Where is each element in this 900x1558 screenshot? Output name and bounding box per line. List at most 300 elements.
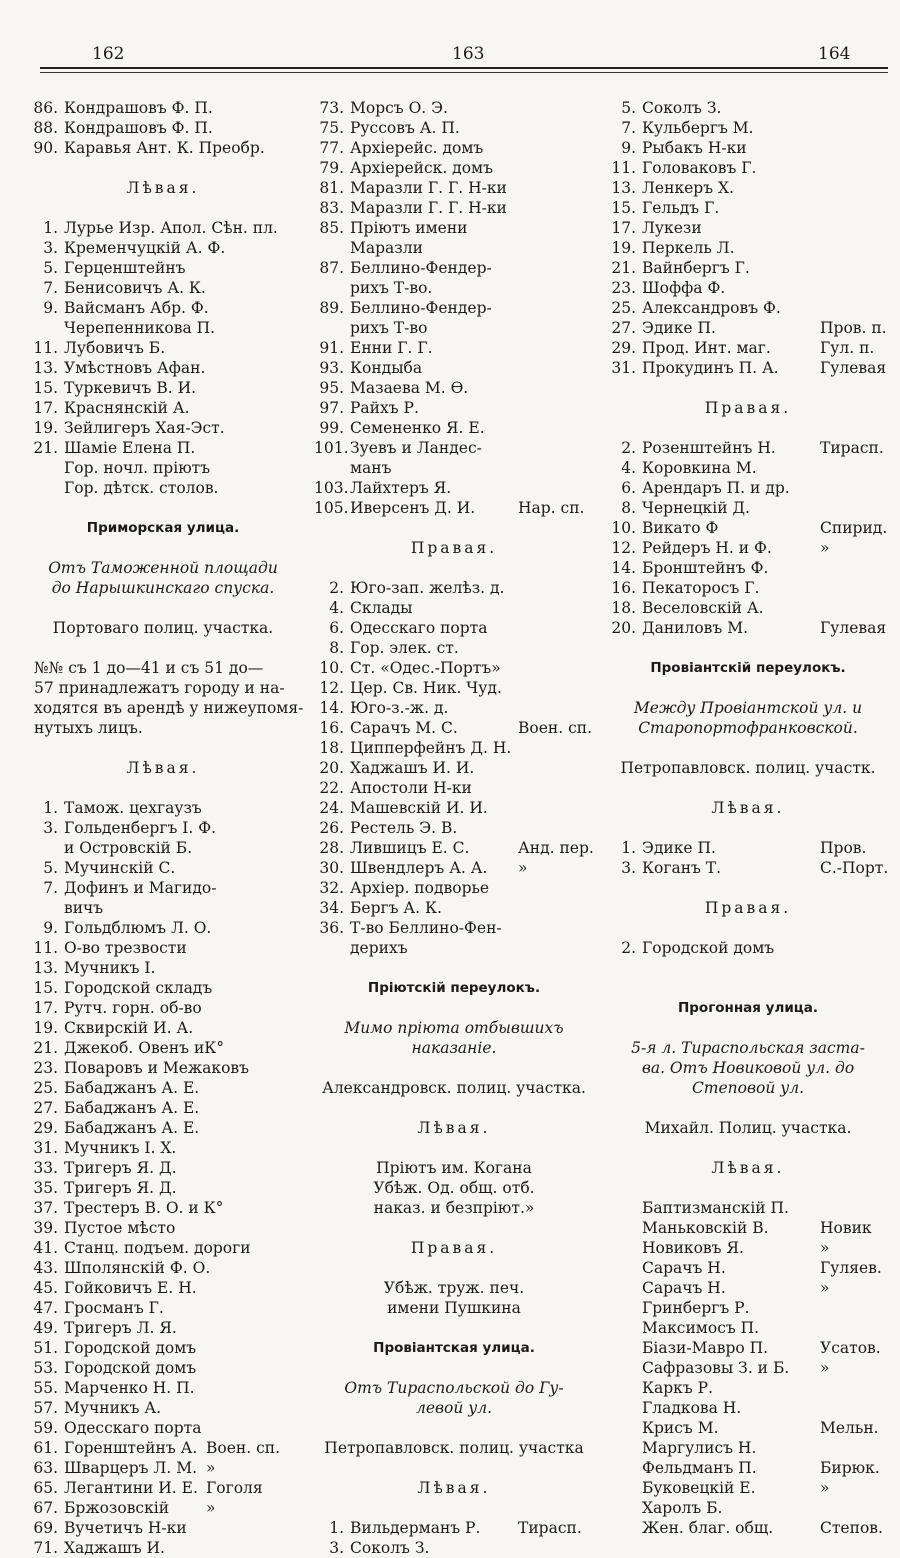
list-item (314, 218, 594, 238)
list-item (314, 578, 594, 598)
house-number: 17. (33, 999, 58, 1017)
list-item (606, 1298, 890, 1318)
list-item (28, 858, 298, 878)
occupant-name: Соколъ З. (642, 99, 722, 117)
police-district: Портоваго полиц. участка. (52, 619, 274, 637)
police-district: Убѣж. Од. общ. отб. (373, 1179, 535, 1197)
list-item (314, 718, 594, 738)
list-item (606, 438, 890, 458)
street-description: левой ул. (415, 1399, 493, 1417)
occupant-name: Гор. ночл. пріютъ (64, 459, 211, 477)
house-number: 3. (43, 239, 58, 257)
house-number: 4. (621, 459, 636, 477)
house-number: 21. (33, 1039, 58, 1057)
occupant-name: Гринбергъ Р. (642, 1299, 750, 1317)
cross-street-note: Бирюк. (820, 1459, 880, 1477)
occupant-name: Тамож. цехгаузъ (64, 799, 202, 817)
list-item (606, 1318, 890, 1338)
side-heading: Правая. (704, 399, 792, 417)
list-item (314, 918, 594, 938)
house-number: 101. (314, 439, 349, 457)
list-item (314, 878, 594, 898)
house-number: 47. (33, 1299, 58, 1317)
house-number: 69. (33, 1519, 58, 1537)
occupant-name: Тригеръ Я. Д. (64, 1159, 177, 1177)
list-item (606, 278, 890, 298)
list-item (28, 1118, 298, 1138)
street-heading: Прогонная улица. (677, 1000, 819, 1016)
house-number: 6. (621, 479, 636, 497)
occupant-name: Мазаева М. Ө. (350, 379, 469, 397)
house-number: 22. (319, 779, 344, 797)
occupant-name: Максимосъ П. (642, 1319, 760, 1337)
occupant-name: Хаджашъ И. И. (350, 759, 475, 777)
list-item (28, 418, 298, 438)
list-item (28, 818, 298, 838)
street-heading: Провіантская улица. (373, 1340, 535, 1356)
house-number: 59. (33, 1419, 58, 1437)
note-text: 57 принадлежатъ городу и на- (34, 679, 285, 697)
street-description: Старопортофранковской. (638, 719, 858, 737)
list-item (606, 1218, 890, 1238)
occupant-name: Склады (350, 599, 413, 617)
house-number: 81. (319, 179, 344, 197)
house-number: 105. (314, 499, 349, 517)
occupant-name: Маразли Г. Г. Н-ки (350, 179, 507, 197)
house-number: 71. (33, 1539, 58, 1557)
occupant-name: Вайсманъ Абр. Ф. (64, 299, 209, 317)
list-item (606, 218, 890, 238)
house-number: 7. (43, 279, 58, 297)
cross-street-note: » (820, 539, 830, 557)
list-item (28, 798, 298, 818)
occupant-name: Маньковскій В. (642, 1219, 769, 1237)
occupant-name: Беллино-Фендер- (350, 259, 492, 277)
list-item (314, 658, 594, 678)
house-number: 3. (43, 819, 58, 837)
house-number: 85. (319, 219, 344, 237)
occupant-name: Гойковичъ Е. Н. (64, 1279, 197, 1297)
list-item (314, 358, 594, 378)
house-number: 15. (33, 379, 58, 397)
house-number: 4. (329, 599, 344, 617)
house-number: 18. (319, 739, 344, 757)
list-item (314, 258, 594, 278)
occupant-name: Туркевичъ В. И. (64, 379, 197, 397)
page-number-right: 164 (818, 44, 851, 64)
house-number: 1. (43, 799, 58, 817)
list-item (28, 838, 298, 858)
house-number: 99. (319, 419, 344, 437)
occupant-name: рихъ Т-во. (350, 279, 433, 297)
house-number: 77. (319, 139, 344, 157)
list-item (314, 438, 594, 458)
house-number: 15. (33, 979, 58, 997)
list-item (606, 1258, 890, 1278)
list-item (314, 678, 594, 698)
occupant-name: Бржозовскій (64, 1499, 170, 1517)
list-item (28, 478, 298, 498)
list-item (314, 418, 594, 438)
house-number: 11. (33, 939, 58, 957)
occupant-name: Бронштейнъ Ф. (642, 559, 769, 577)
list-item (28, 1198, 298, 1218)
occupant-name: Городской домъ (642, 939, 775, 957)
list-item (314, 118, 594, 138)
note-text: ходятся въ арендѣ у нижеупомя- (34, 699, 304, 717)
list-item (606, 338, 890, 358)
occupant-name: Харолъ Б. (642, 1499, 723, 1517)
cross-street-note: » (820, 1479, 830, 1497)
list-item (606, 118, 890, 138)
spacer (606, 1098, 890, 1118)
occupant-name: Городской складъ (64, 979, 213, 997)
list-item (28, 878, 298, 898)
occupant-name: Мучникъ І. Х. (64, 1139, 177, 1157)
house-number: 5. (621, 99, 636, 117)
house-number: 29. (33, 1119, 58, 1137)
occupant-name: Городской домъ (64, 1339, 197, 1357)
cross-street-note: Гоголя (206, 1479, 263, 1497)
cross-street-note: » (518, 859, 528, 877)
house-number: 12. (319, 679, 344, 697)
list-item (28, 298, 298, 318)
list-item (606, 1238, 890, 1258)
occupant-name: Марченко Н. П. (64, 1379, 195, 1397)
list-item (28, 1218, 298, 1238)
street-heading: Приморская улица. (86, 520, 240, 536)
street-description: Между Провіантской ул. и (633, 699, 863, 717)
occupant-name: Бергъ А. К. (350, 899, 442, 917)
list-item (606, 838, 890, 858)
occupant-name: Поваровъ и Межаковъ (64, 1059, 249, 1077)
occupant-name: Зуевъ и Ландес- (350, 439, 482, 457)
list-item (28, 1278, 298, 1298)
occupant-name: Одесскаго порта (64, 1419, 202, 1437)
house-number: 10. (611, 519, 636, 537)
list-item (606, 1518, 890, 1538)
spacer (606, 638, 890, 658)
occupant-name: Юго-зап. желѣз. д. (350, 579, 505, 597)
spacer (28, 778, 298, 798)
spacer (28, 498, 298, 518)
list-item (314, 598, 594, 618)
list-item (314, 318, 594, 338)
list-item (606, 498, 890, 518)
occupant-name: Перкель Л. (642, 239, 735, 257)
cross-street-note: » (206, 1459, 216, 1477)
list-item (28, 218, 298, 238)
list-item (28, 1078, 298, 1098)
list-item (606, 558, 890, 578)
side-heading: Лѣвая. (126, 179, 200, 197)
spacer (314, 998, 594, 1018)
cross-street-note: Тирасп. (518, 1519, 582, 1537)
list-item (314, 458, 594, 478)
house-number: 26. (319, 819, 344, 837)
occupant-name: Эдике П. (642, 319, 716, 337)
list-item (606, 98, 890, 118)
spacer (314, 1058, 594, 1078)
police-district: наказ. и безпріют.» (373, 1199, 535, 1217)
occupant-name: Новиковъ Я. (642, 1239, 744, 1257)
occupant-name: Вучетичъ Н-ки (64, 1519, 187, 1537)
house-number: 65. (33, 1479, 58, 1497)
occupant-name: Архіер. подворье (350, 879, 490, 897)
list-item (314, 798, 594, 818)
house-number: 97. (319, 399, 344, 417)
occupant-name: Коганъ Т. (642, 859, 722, 877)
page-number-center: 163 (452, 44, 485, 64)
house-number: 41. (33, 1239, 58, 1257)
spacer (28, 538, 298, 558)
cross-street-note: Пров. (820, 839, 867, 857)
list-item (606, 578, 890, 598)
list-item (28, 438, 298, 458)
list-item (28, 1538, 298, 1558)
cross-street-note: » (206, 1499, 216, 1517)
page-number-left: 162 (92, 44, 125, 64)
occupant-name: рихъ Т-во (350, 319, 428, 337)
house-number: 9. (621, 139, 636, 157)
spacer (314, 1458, 594, 1478)
cross-street-note: » (820, 1279, 830, 1297)
spacer (606, 1018, 890, 1038)
list-item (28, 458, 298, 478)
house-number: 28. (319, 839, 344, 857)
spacer (606, 918, 890, 938)
house-number: 13. (33, 359, 58, 377)
cross-street-note: Тирасп. (820, 439, 884, 457)
street-description: Степовой ул. (691, 1079, 805, 1097)
cross-street-note: Нар. сп. (518, 499, 585, 517)
occupant-name: Швендлеръ А. А. (350, 859, 488, 877)
list-item (606, 198, 890, 218)
list-item (28, 1398, 298, 1418)
occupant-name: Мучникъ І. (64, 959, 156, 977)
cross-street-note: С.-Порт. (820, 859, 889, 877)
occupant-name: Кондрашовъ Ф. П. (64, 119, 213, 137)
list-item (606, 1438, 890, 1458)
occupant-name: Гельдъ Г. (642, 199, 720, 217)
occupant-name: Трестеръ В. О. и К° (64, 1199, 224, 1217)
spacer (28, 198, 298, 218)
spacer (314, 558, 594, 578)
list-item (28, 118, 298, 138)
police-district: Петропавловск. полиц. участк. (620, 759, 876, 777)
occupant-name: Ст. «Одес.-Портъ» (350, 659, 501, 677)
police-district: Петропавловск. полиц. участка (324, 1439, 584, 1457)
list-item (314, 238, 594, 258)
house-number: 95. (319, 379, 344, 397)
occupant-name: Цер. Св. Ник. Чуд. (350, 679, 502, 697)
house-number: 15. (611, 199, 636, 217)
list-item (606, 938, 890, 958)
cross-street-note: Воен. сп. (518, 719, 593, 737)
spacer (314, 1318, 594, 1338)
occupant-name: Тригеръ Л. Я. (64, 1319, 177, 1337)
occupant-name: Горенштейнъ А. (64, 1439, 198, 1457)
house-number: 1. (329, 1519, 344, 1537)
list-item (606, 1418, 890, 1438)
occupant-name: манъ (350, 459, 392, 477)
occupant-name: Рестель Э. В. (350, 819, 458, 837)
list-item (314, 758, 594, 778)
house-number: 19. (611, 239, 636, 257)
house-number: 8. (621, 499, 636, 517)
police-district: Александровск. полиц. участка. (322, 1079, 586, 1097)
occupant-name: и Островскій Б. (64, 839, 193, 857)
list-item (314, 838, 594, 858)
list-item (314, 818, 594, 838)
house-number: 93. (319, 359, 344, 377)
list-item (28, 1358, 298, 1378)
spacer (606, 418, 890, 438)
house-number: 11. (611, 159, 636, 177)
house-number: 35. (33, 1179, 58, 1197)
house-number: 30. (319, 859, 344, 877)
occupant-name: вичъ (64, 899, 104, 917)
spacer (314, 1358, 594, 1378)
house-number: 17. (611, 219, 636, 237)
occupant-name: Ципперфейнъ Д. Н. (350, 739, 512, 757)
occupant-name: Станц. подъем. дороги (64, 1239, 251, 1257)
house-number: 36. (319, 919, 344, 937)
side-heading: Лѣвая. (711, 1159, 785, 1177)
note-text: №№ съ 1 до—41 и съ 51 до— (34, 659, 264, 677)
list-item (314, 898, 594, 918)
house-number: 16. (611, 579, 636, 597)
list-item (28, 1318, 298, 1338)
house-number: 27. (611, 319, 636, 337)
occupant-name: Мучинскій С. (64, 859, 176, 877)
occupant-name: Джекоб. Овенъ иК° (64, 1039, 225, 1057)
house-number: 20. (319, 759, 344, 777)
occupant-name: Шоффа Ф. (642, 279, 726, 297)
list-item (314, 98, 594, 118)
list-item (314, 198, 594, 218)
occupant-name: Гольдблюмъ Л. О. (64, 919, 212, 937)
occupant-name: Бабаджанъ А. Е. (64, 1079, 200, 1097)
occupant-name: Архіерейс. домъ (350, 139, 484, 157)
occupant-name: Даниловъ М. (642, 619, 748, 637)
house-number: 34. (319, 899, 344, 917)
list-item (314, 638, 594, 658)
list-item (314, 858, 594, 878)
list-item (28, 1298, 298, 1318)
occupant-name: Пекаторосъ Г. (642, 579, 760, 597)
occupant-name: Краснянскій А. (64, 399, 190, 417)
occupant-name: Жен. благ. общ. (642, 1519, 774, 1537)
occupant-name: Прод. Инт. маг. (642, 339, 771, 357)
list-item (28, 1238, 298, 1258)
list-item (314, 498, 594, 518)
side-heading: Лѣвая. (711, 799, 785, 817)
list-item (314, 1538, 594, 1558)
occupant-name: Гольденбергъ І. Ф. (64, 819, 217, 837)
list-item (28, 1138, 298, 1158)
house-number: 14. (611, 559, 636, 577)
house-number: 55. (33, 1379, 58, 1397)
house-number: 9. (43, 299, 58, 317)
cross-street-note: Усатов. (820, 1339, 881, 1357)
list-item (28, 1518, 298, 1538)
side-heading: Лѣвая. (126, 759, 200, 777)
occupant-name: Головаковъ Г. (642, 159, 757, 177)
occupant-name: Прокудинъ П. А. (642, 359, 779, 377)
cross-street-note: Гуляев. (820, 1259, 882, 1277)
list-item (314, 138, 594, 158)
list-item (28, 1418, 298, 1438)
occupant-name: дерихъ (350, 939, 408, 957)
house-number: 39. (33, 1219, 58, 1237)
list-item (314, 398, 594, 418)
house-number: 19. (33, 419, 58, 437)
occupant-name: Морсъ О. Э. (350, 99, 448, 117)
cross-street-note: Воен. сп. (206, 1439, 281, 1457)
list-item (28, 238, 298, 258)
occupant-name: Лайхтеръ Я. (350, 479, 452, 497)
house-number: 90. (33, 139, 58, 157)
house-number: 10. (319, 659, 344, 677)
occupant-name: Иверсенъ Д. И. (350, 499, 476, 517)
occupant-name: Семененко Я. Е. (350, 419, 485, 437)
side-heading: Лѣвая. (417, 1119, 491, 1137)
occupant-name: Маргулисъ Н. (642, 1439, 757, 1457)
list-item (28, 958, 298, 978)
list-item (606, 1198, 890, 1218)
list-item (606, 358, 890, 378)
house-number: 25. (611, 299, 636, 317)
occupant-name: Баптизманскій П. (642, 1199, 789, 1217)
spacer (28, 158, 298, 178)
cross-street-note: Мельн. (820, 1419, 879, 1437)
occupant-name: О-во трезвости (64, 939, 187, 957)
spacer (606, 1178, 890, 1198)
cross-street-note: Новик (820, 1219, 872, 1237)
side-heading: Правая. (410, 1239, 498, 1257)
occupant-name: Хаджашъ И. (64, 1539, 165, 1557)
list-item (314, 278, 594, 298)
list-item (606, 858, 890, 878)
house-number: 7. (621, 119, 636, 137)
list-item (606, 1458, 890, 1478)
cross-street-note: Анд. пер. (518, 839, 594, 857)
list-item (606, 318, 890, 338)
police-district: Михайл. Полиц. участка. (644, 1119, 852, 1137)
street-description: 5-я л. Тираспольская заста- (631, 1039, 865, 1057)
list-item (314, 378, 594, 398)
occupant-name: Одесскаго порта (350, 619, 488, 637)
note-text: нутыхъ лицъ. (34, 719, 143, 737)
list-item (314, 478, 594, 498)
list-item (28, 1338, 298, 1358)
list-item (606, 1398, 890, 1418)
occupant-name: Арендаръ П. и др. (642, 479, 790, 497)
house-number: 11. (33, 339, 58, 357)
occupant-name: Руссовъ А. П. (350, 119, 460, 137)
list-item (28, 1378, 298, 1398)
occupant-name: Чернецкій Д. (642, 499, 750, 517)
spacer (314, 1138, 594, 1158)
house-number: 5. (43, 259, 58, 277)
house-number: 13. (611, 179, 636, 197)
list-item (28, 1438, 298, 1458)
occupant-name: Буковецкій Е. (642, 1479, 756, 1497)
list-item (606, 538, 890, 558)
police-district: имени Пушкина (387, 1299, 521, 1317)
occupant-name: Бабаджанъ А. Е. (64, 1099, 200, 1117)
